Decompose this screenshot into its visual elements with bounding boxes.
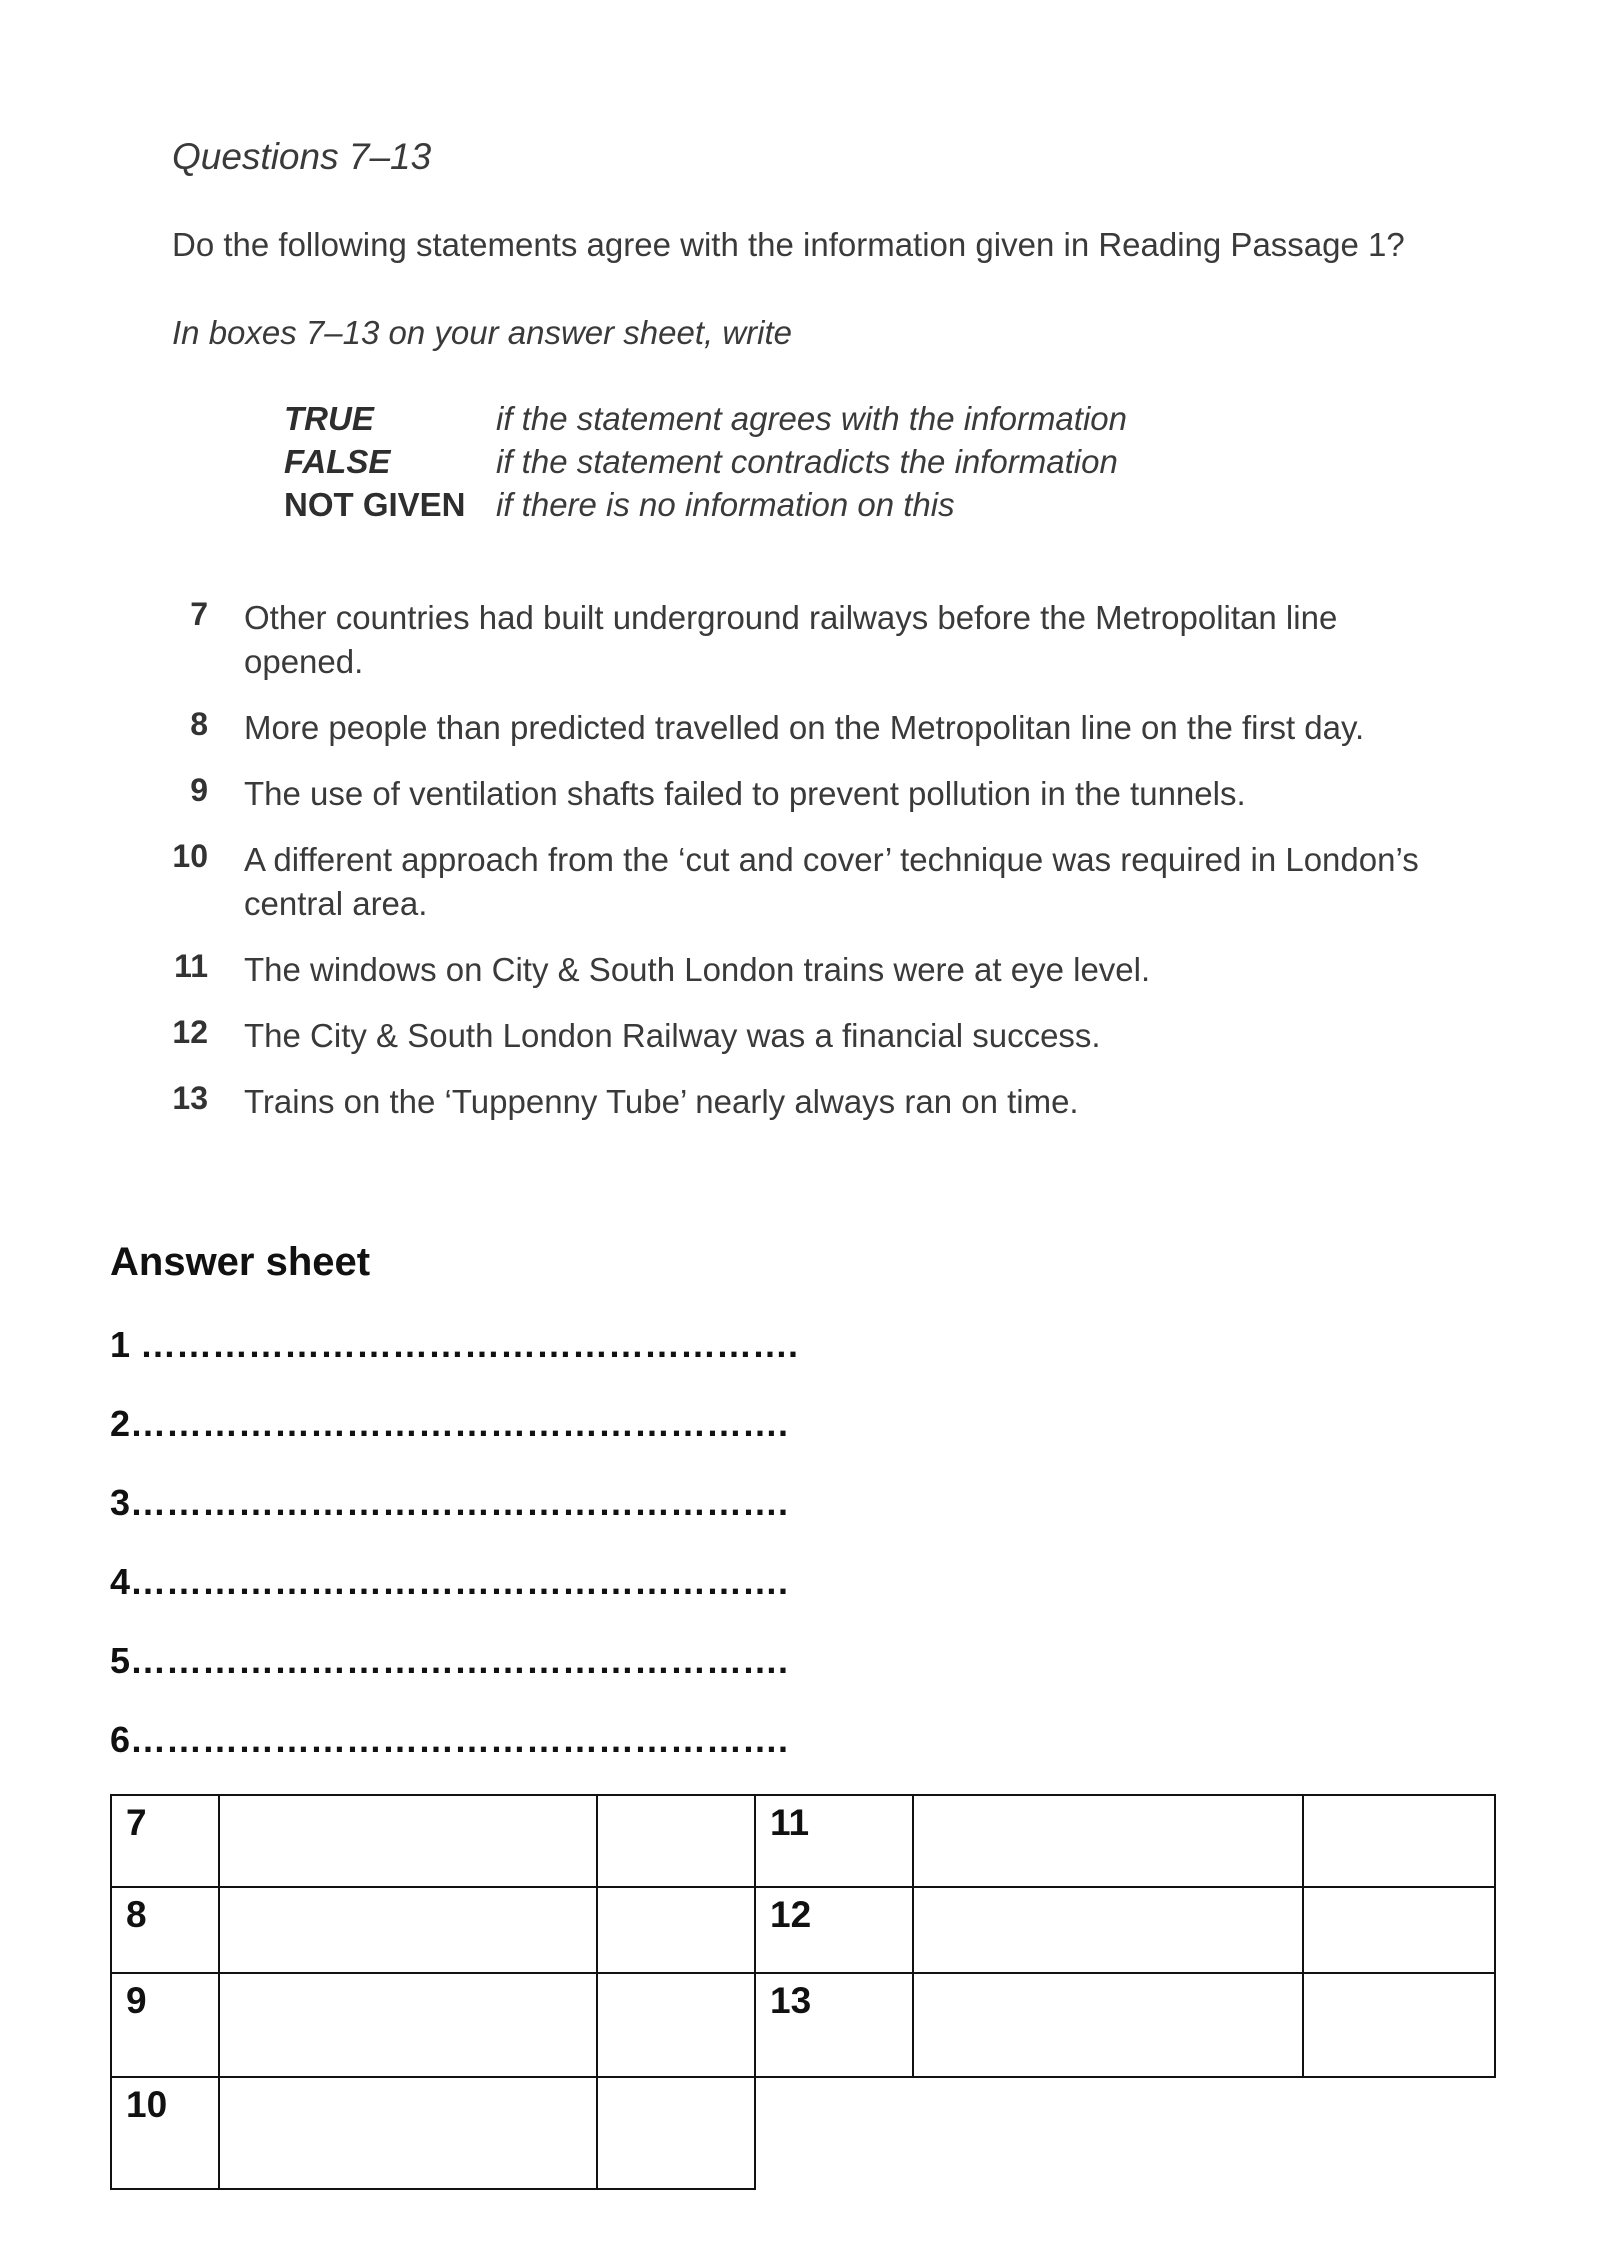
statement-number: 10 xyxy=(172,838,208,874)
write-instruction: In boxes 7–13 on your answer sheet, write xyxy=(172,314,793,351)
legend-key: NOT GIVEN xyxy=(284,486,466,523)
statement-text: A different approach from the ‘cut and cover’ technique was required in London’s central area. xyxy=(244,841,1419,922)
statement-number: 9 xyxy=(190,772,208,808)
grid-number-9: 9 xyxy=(110,1972,220,2078)
statement-text: The use of ventilation shafts failed to prevent pollution in the tunnels. xyxy=(244,775,1246,812)
statement-number: 11 xyxy=(174,948,208,984)
statement-item xyxy=(160,772,1460,816)
answer-cell[interactable] xyxy=(596,1794,756,1888)
grid-number-8: 8 xyxy=(110,1886,220,1974)
answer-cell[interactable] xyxy=(596,2076,756,2190)
answer-cell[interactable] xyxy=(1302,1972,1496,2078)
statement-item xyxy=(160,1014,1460,1058)
answer-cell[interactable] xyxy=(218,2076,598,2190)
grid-number-12: 12 xyxy=(754,1886,914,1974)
answer-line-3[interactable]: 3………………………………………………. xyxy=(110,1482,789,1523)
answer-cell[interactable] xyxy=(218,1972,598,2078)
grid-number-13: 13 xyxy=(754,1972,914,2078)
grid-number-11: 11 xyxy=(754,1794,914,1888)
answer-line-2[interactable]: 2………………………………………………. xyxy=(110,1403,789,1444)
legend-description: if there is no information on this xyxy=(496,486,955,523)
answer-lines xyxy=(110,1324,798,1798)
statement-item xyxy=(160,706,1460,750)
grid-number-10: 10 xyxy=(110,2076,220,2190)
legend-key: FALSE xyxy=(284,443,391,480)
statement-number: 7 xyxy=(190,596,208,632)
answer-cell[interactable] xyxy=(1302,1886,1496,1974)
legend-description: if the statement agrees with the information xyxy=(496,400,1127,437)
statement-text: Trains on the ‘Tuppenny Tube’ nearly always ran on time. xyxy=(244,1083,1079,1120)
grid-number-7: 7 xyxy=(110,1794,220,1888)
answer-cell[interactable] xyxy=(912,1886,1304,1974)
answer-cell[interactable] xyxy=(596,1886,756,1974)
statement-item xyxy=(160,596,1460,684)
legend-description: if the statement contradicts the information xyxy=(496,443,1118,480)
answer-cell[interactable] xyxy=(912,1972,1304,2078)
answer-line-1[interactable]: 1 ………………………………………………. xyxy=(110,1324,799,1365)
statement-number: 13 xyxy=(172,1080,208,1116)
statement-item xyxy=(160,948,1460,992)
legend-key: TRUE xyxy=(284,400,374,437)
statement-list xyxy=(160,596,1460,1146)
statement-item xyxy=(160,838,1460,926)
answer-cell[interactable] xyxy=(218,1794,598,1888)
statement-text: The City & South London Railway was a financial success. xyxy=(244,1017,1101,1054)
statement-number: 8 xyxy=(190,706,208,742)
answer-cell[interactable] xyxy=(1302,1794,1496,1888)
answer-line-6[interactable]: 6………………………………………………. xyxy=(110,1719,789,1760)
questions-instruction: Do the following statements agree with the information given in Reading Passage 1? xyxy=(172,226,1405,263)
answer-cell[interactable] xyxy=(596,1972,756,2078)
answer-cell[interactable] xyxy=(912,1794,1304,1888)
statement-text: More people than predicted travelled on the Metropolitan line on the first day. xyxy=(244,709,1365,746)
statement-item xyxy=(160,1080,1460,1124)
statement-text: Other countries had built underground railways before the Metropolitan line opened. xyxy=(244,599,1338,680)
statement-number: 12 xyxy=(172,1014,208,1050)
answer-line-5[interactable]: 5………………………………………………. xyxy=(110,1640,789,1681)
questions-heading: Questions 7–13 xyxy=(172,136,432,177)
answer-cell[interactable] xyxy=(218,1886,598,1974)
answer-sheet-title: Answer sheet xyxy=(110,1240,371,1284)
answer-line-4[interactable]: 4………………………………………………. xyxy=(110,1561,789,1602)
statement-text: The windows on City & South London trains were at eye level. xyxy=(244,951,1151,988)
